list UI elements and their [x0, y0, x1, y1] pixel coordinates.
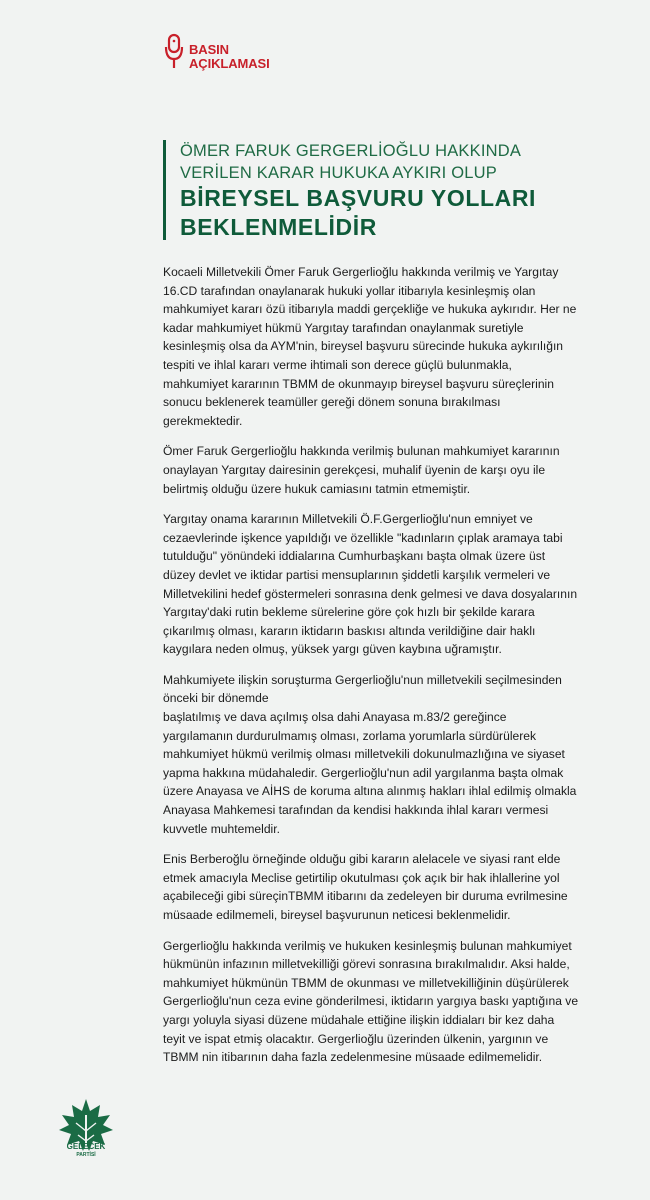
paragraph [163, 671, 615, 838]
headline [163, 140, 620, 240]
paragraph [163, 937, 615, 1067]
paragraph-line: tespiti ve ihlal kararı verme ihtimali son derece güçlü bulunmakla, [163, 357, 512, 372]
paragraph-line: üzere Anayasa ve AİHS de koruma altına alınmış hakları ihlal edilmiş olmakla [163, 784, 577, 799]
paragraph-line: TBMM nin itibarının daha fazla zedelenmesine müsaade edilmemelidir. [163, 1050, 543, 1065]
logo-line-1: GELECEK [66, 1142, 106, 1151]
header-line-1: BASIN [189, 42, 229, 57]
paragraph-line: Anayasa Mahkemesi tarafından da kendisi hakkında ihlal kararı vermesi [163, 803, 549, 818]
press-release-header [163, 28, 363, 78]
paragraph-line: mahkumiyet hükmü verilmiş olması milletvekili dokunulmazlığına ve siyaset [163, 747, 565, 762]
paragraph-line: etmek amacıyla Meclise getirtilip okutulması çok açık bir hak ihlallerine yol [163, 870, 560, 885]
paragraph-line: kesinleşmiş olsa da AYM'nin, bireysel başvuru sürecinde hukuka aykırılığın [163, 339, 564, 354]
headline-line-3: BİREYSEL BAŞVURU YOLLARI [180, 185, 537, 211]
paragraph-line: Gergerlioğlu'nun ceza evine gönderilmesi, iktidarın yargıya baskı yaptığına ve [163, 994, 579, 1009]
paragraph-line: müsaade edilmemeli, bireysel başvurunun neticesi beklenmelidir. [163, 908, 511, 922]
paragraph [163, 510, 615, 659]
paragraph-line: Enis Berberoğlu örneğinde olduğu gibi kararın alelacele ve siyasi rant elde [163, 852, 561, 867]
paragraph-line: sonucu beklenerek teamüller gereği dönem sonuna bırakılması [163, 395, 501, 410]
paragraph-line: cezaevlerinde işkence yapıldığı ve özellikle "kadınların çıplak aramaya tabi [163, 530, 563, 545]
paragraph-line: Gergerlioğlu hakkında verilmiş ve hukuken kesinleşmiş bulunan mahkumiyet [163, 938, 572, 953]
paragraph [163, 442, 615, 498]
paragraph-line: kadar mahkumiyet hükmü Yargıtay tarafından onaylanmak suretiyle [163, 320, 524, 335]
paragraph-line: onaylayan Yargıtay dairesinin gerekçesi, muhalif üyenin de karşı oyu ile [163, 462, 546, 477]
paragraph-line: düzey devlet ve iktidar partisi mensuplarının şiddetli karşılık vermeleri ve [163, 567, 551, 582]
paragraph-line: hükmünün infazının milletvekilliği görevi sonrasına bırakılmalıdır. Aksi halde, [163, 957, 570, 972]
statement-body [163, 263, 615, 1079]
paragraph-line: açabileceği gibi süreçinTBMM itibarını da zedeleyen bir duruma evrilmesine [163, 889, 568, 904]
headline-line-4: BEKLENMELİDİR [180, 214, 377, 240]
headline-line-2: VERİLEN KARAR HUKUKA AYKIRI OLUP [180, 164, 497, 182]
paragraph-line: mahkumiyet hükmünün TBMM de okunması ve milletvekilliğinin düşürülerek [163, 975, 569, 990]
leaf-icon [56, 1080, 116, 1180]
paragraph-line: çıkarılmış olması, kararın iktidarın baskısı altında verildiğine dair haklı [163, 623, 536, 638]
paragraph-line: Kocaeli Milletvekili Ömer Faruk Gergerlioğlu hakkında verilmiş ve Yargıtay [163, 265, 559, 279]
party-logo-text [56, 1142, 116, 1159]
paragraph-line: yargılamanın durdurulmamış olması, zorlama yorumlarla sürdürülerek [163, 728, 537, 743]
headline-line-1: ÖMER FARUK GERGERLİOĞLU HAKKINDA [180, 142, 522, 160]
paragraph-line: teyit ve ispat etmiş olacaktır. Gergerlioğlu üzerinden ülkenin, yargının ve [163, 1031, 549, 1046]
microphone-icon [163, 28, 185, 72]
paragraph-line: kuvvetle muhtemeldir. [163, 821, 280, 836]
header-line-2: AÇIKLAMASI [189, 56, 270, 71]
paragraph-line: belirtmiş olduğu üzere hukuk camiasını tatmin etmemiştir. [163, 481, 471, 496]
paragraph-line: gerekmektedir. [163, 413, 243, 428]
paragraph [163, 850, 615, 924]
header-label [189, 43, 270, 71]
paragraph-line: önceki bir dönemde [163, 691, 269, 706]
paragraph-line: 16.CD tarafından onaylanarak hukuki yollar itibarıyla kesinleşmiş olan [163, 283, 536, 298]
paragraph [163, 263, 615, 430]
paragraph-line: mahkumiyet kararı özü itibarıyla maddi gerçekliğe ve hukuka aykırıdır. Her ne [163, 302, 577, 317]
paragraph-line: Mahkumiyete ilişkin soruşturma Gergerlioğlu'nun milletvekili seçilmesinden [163, 672, 562, 687]
paragraph-line: başlatılmış ve dava açılmış olsa dahi Anayasa m.83/2 gereğince [163, 710, 507, 725]
paragraph-line: Yargıtay'daki rutin bekleme sürelerine göre çok hızlı bir şekilde karara [163, 605, 535, 620]
paragraph-line: Yargıtay onama kararının Milletvekili Ö.F.Gergerlioğlu'nun emniyet ve [163, 512, 533, 527]
paragraph-line: yargı yoluyla siyasi düzene müdahale ettiğine ilişkin iddiaları bir kez daha [163, 1012, 555, 1027]
paragraph-line: kaygılara neden olmuş, yüksek yargı güven kaybına uğramıştır. [163, 642, 502, 657]
paragraph-line: tutulduğu" yönündeki iddialarına Cumhurbaşkanı başta olmak üzere üst [163, 549, 546, 564]
paragraph-line: Ömer Faruk Gergerlioğlu hakkında verilmiş bulunan mahkumiyet kararının [163, 444, 560, 459]
paragraph-line: Milletvekilini hedef göstermeleri sonrasına denk gelmesi ve dava dosyalarının [163, 586, 578, 601]
paragraph-line: yapma hakkına müdahaledir. Gergerlioğlu'nun adil yargılanma başta olmak [163, 765, 564, 780]
paragraph-line: mahkumiyet kararının TBMM de okunmayıp bireysel başvuru süreçlerinin [163, 376, 554, 391]
logo-line-2: PARTİSİ [76, 1152, 96, 1158]
